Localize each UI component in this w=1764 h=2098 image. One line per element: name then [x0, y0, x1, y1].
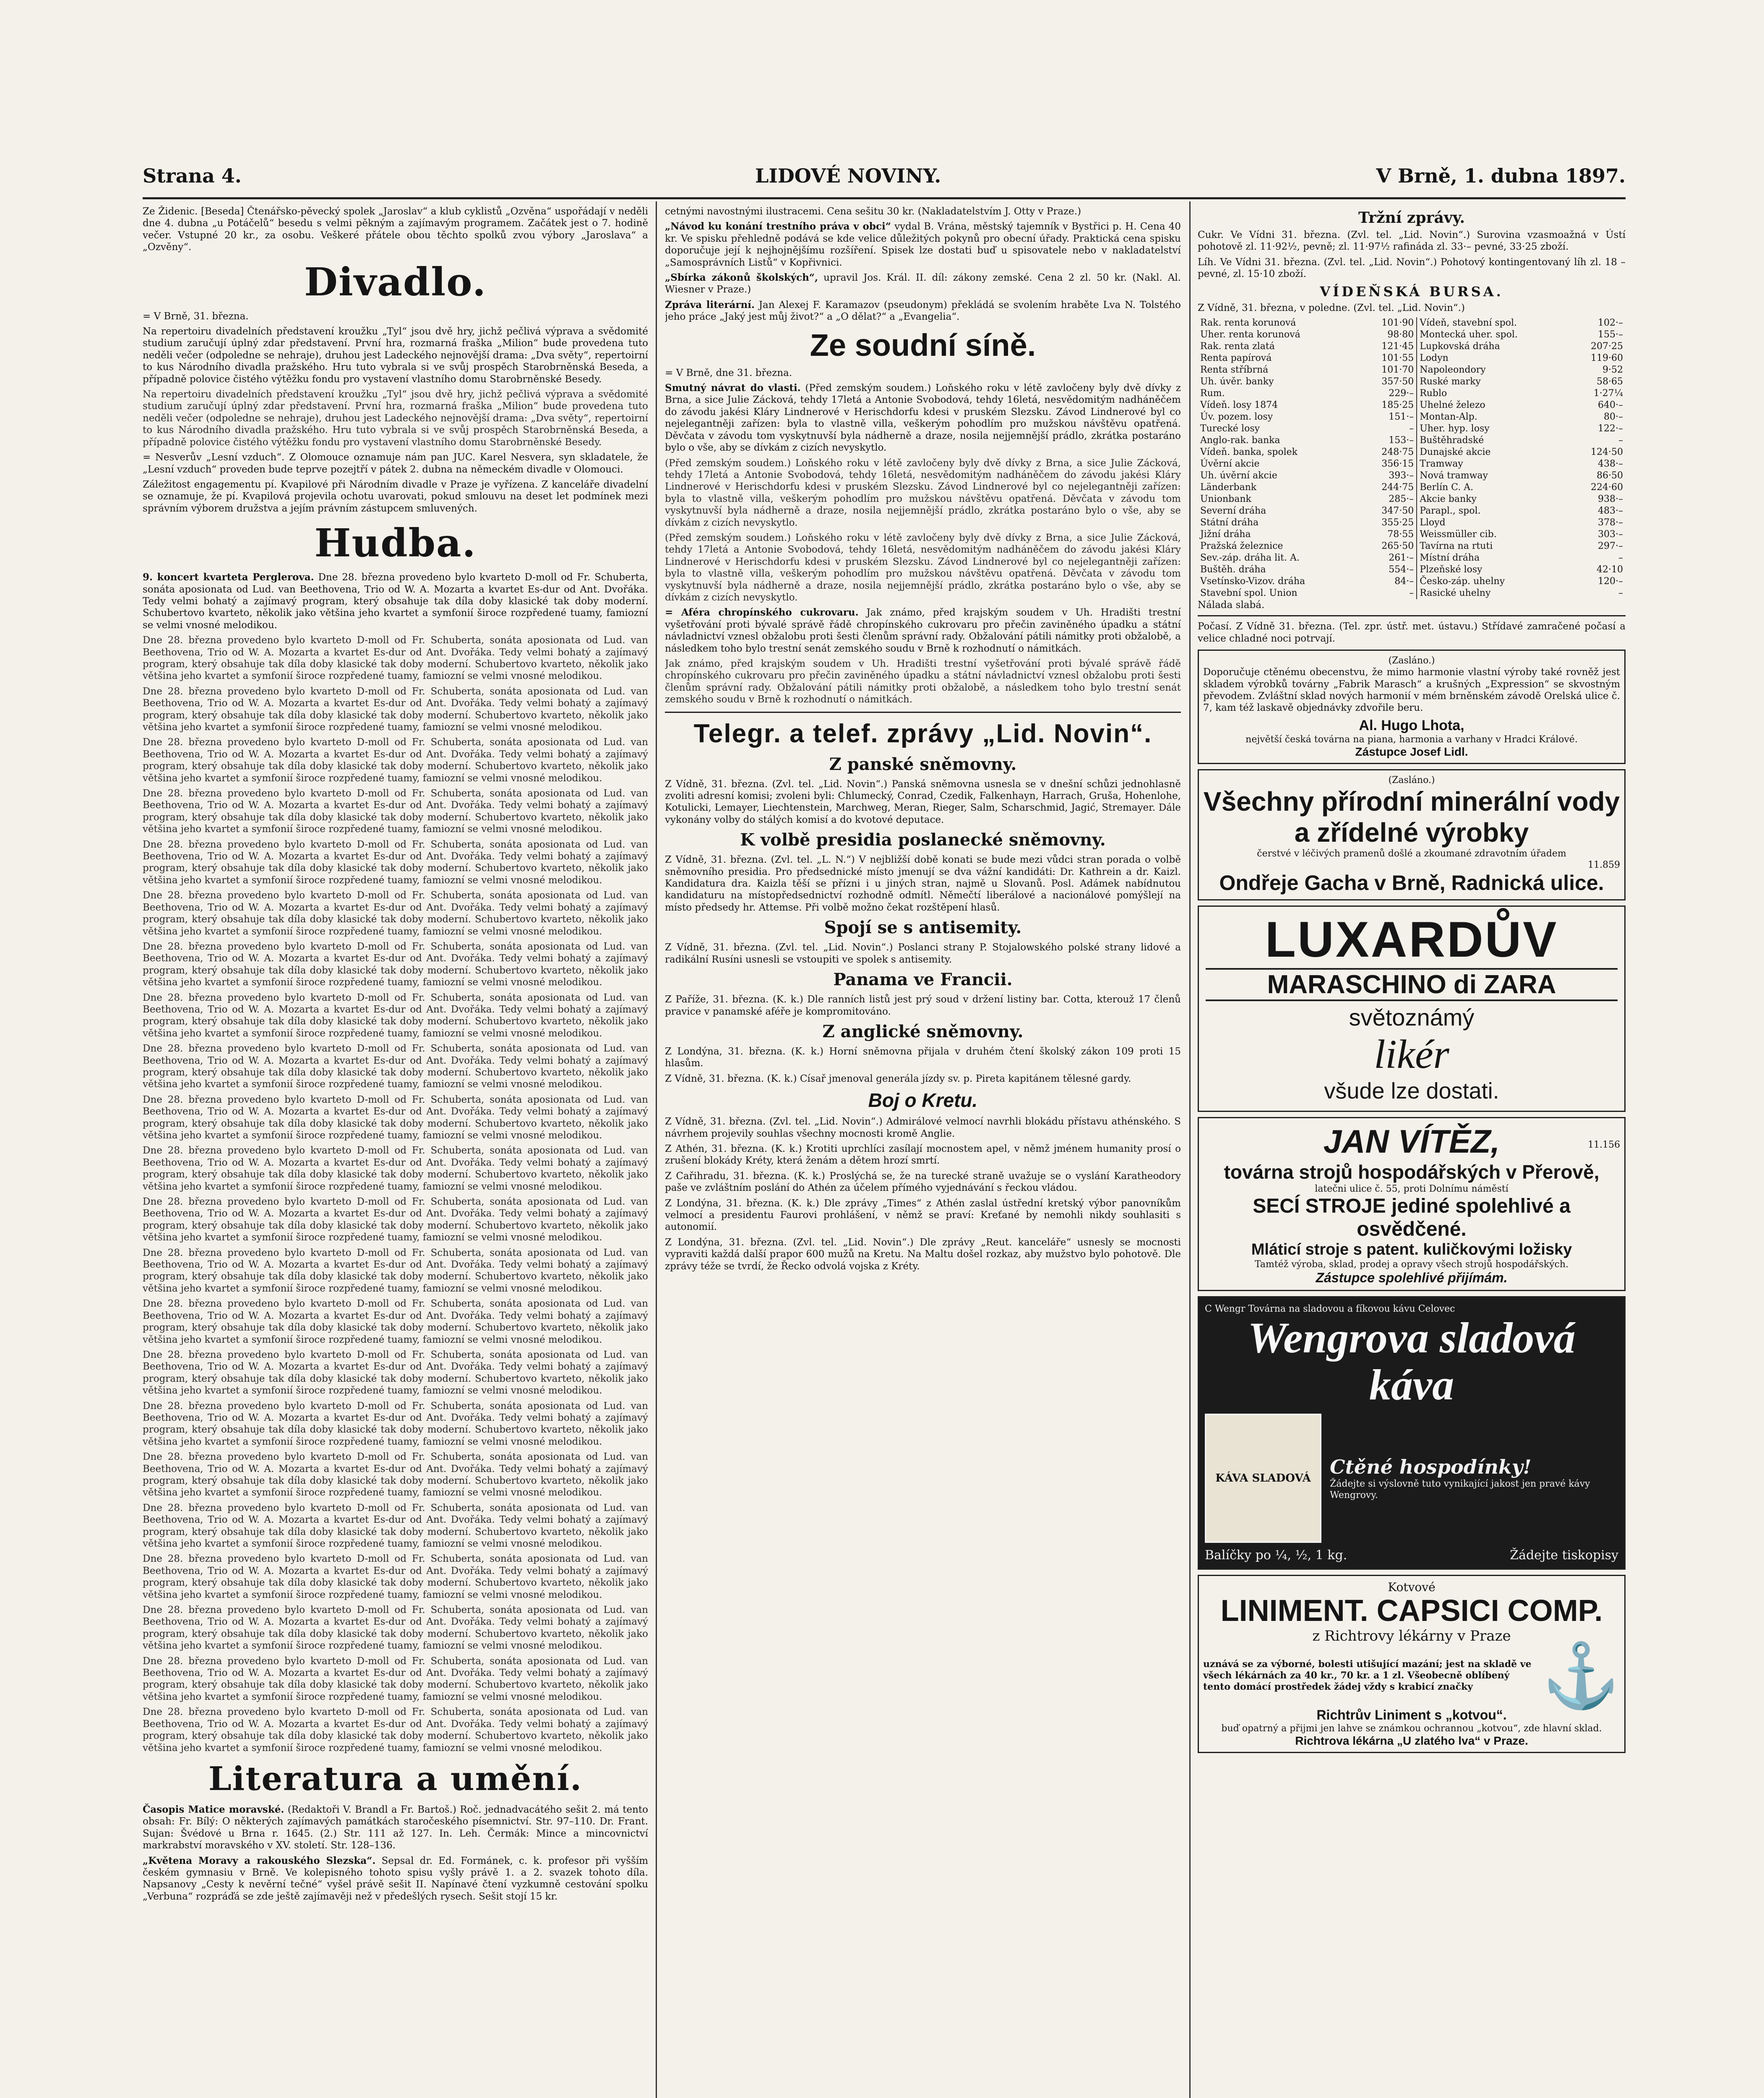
bourse-price: 303·–: [1598, 529, 1623, 540]
bourse-row: [1198, 446, 1626, 458]
advertisement-jan-vitez: [1198, 1117, 1626, 1291]
ad-text: uznává se za výborné, bolesti utišující mazání; jest na skladě ve všech lékárnách za 40 kr., 70 kr. a 1 zl. Všeobecně oblíbený tento domácí prostředek žádej vždy s krabicí značky: [1203, 1659, 1532, 1693]
ad-line: Tamtéž výroba, sklad, prodej a opravy všech strojů hospodářských.: [1254, 1259, 1569, 1270]
bourse-price: 297·–: [1598, 541, 1623, 552]
bourse-price: –: [1618, 553, 1623, 564]
article-paragraph: Dne 28. března provedeno bylo kvarteto D-moll od Fr. Schuberta, sonáta aposionata od Lud. van Beethovena, Trio od W. A. Mozarta a kvartet Es-dur od Ant. Dvořáka. Tedy velmi bohatý a zajímavý program, který obsahuje tak díla doby klasické tak doby moderní. Schubertovo kvarteto, několik jako většina jeho kvartet a symfonií široce rozpředené tuamy, famiozní se velmi vnosné melodikou.: [143, 1605, 648, 1652]
bourse-security: Státní dráha: [1200, 517, 1259, 528]
ad-line: SECÍ STROJE jediné spolehlivé a osvědčené.: [1253, 1195, 1571, 1240]
advertisement-wengrova: [1198, 1296, 1626, 1570]
bourse-price: 121·45: [1381, 341, 1414, 352]
article-lead: „Květena Moravy a rakouského Slezska“.: [143, 1855, 376, 1866]
bourse-price: 86·50: [1597, 470, 1623, 481]
article-paragraph: = Nesverův „Lesní vzduch“. Z Olomouce oznamuje nám pan JUC. Karel Nesvera, syn skladatele, že „Lesní vzduch“ proveden bude teprve pozejtří v pátek 2. dubna na německém divadle v Olomouci.: [143, 452, 648, 475]
bourse-security: Stavební spol. Union: [1200, 588, 1298, 599]
ad-brand: Richtrův Liniment s „kotvou“.: [1316, 1707, 1507, 1722]
bourse-price: 244·75: [1381, 482, 1414, 493]
bourse-row: [1198, 505, 1626, 517]
bourse-security: Buštěhradské: [1417, 435, 1570, 446]
article-text: Sepsal dr. Ed. Formánek, c. k. profesor při vyšším českém gymnasiu v Brně. Ve kolepisného tohoto spisu vyšly právě 1. a 2. svazek tohoto díla. Napsanovy „Cesty k nevěrní tečné“ vyšel právě sešit II. Napínavé čtení vyzkumně cestování spolku „Verbuna“ rozpráďá se zde ještě zajímavěji než v předešlých rysech. Sešit stojí 15 kr.: [143, 1855, 648, 1902]
section-rule: [665, 712, 1181, 713]
section-title-divadlo: Divadlo.: [304, 259, 487, 305]
bourse-price: 101·70: [1381, 365, 1414, 376]
bourse-row: [1198, 587, 1626, 599]
bourse-price: 265·50: [1381, 541, 1414, 552]
bourse-price: 58·65: [1597, 376, 1623, 387]
bourse-price: 229·–: [1389, 388, 1414, 399]
ad-note: buď opatrný a přijmi jen lahve se známkou ochrannou „kotvou“, zde hlavní sklad.: [1221, 1723, 1602, 1734]
ad-desc: největší česká továrna na piana, harmonia a varhany v Hradci Králové.: [1245, 734, 1578, 745]
article-text: vydal B. Vrána, městský tajemník v Bystřici p. H. Cena 40 kr. Ve spisku přehledně podává se kde velice důležitých pokynů pro obecní úřady. Praktická cena spisku doporučuje její k nejhojnějšímu rozšíření. Spisek lze dostati buď u spisovatele nebo v nakladatelství „Samosprávních Listů“ v Kopřivnici.: [665, 221, 1181, 268]
bourse-price: 224·60: [1591, 482, 1623, 493]
article-paragraph: Z Vídně, 31. března. (K. k.) Císař jmenoval generála jízdy sv. p. Pireta kapitánem tělesné gardy.: [665, 1073, 1131, 1084]
ad-text: Doporučuje ctěnému obecenstvu, že mimo harmonie vlastní výroby také rovněž jest skladem výrobků továrny „Fabrik Marasch“ a krušných „Expression“ se skvostným převodem. Zvláštní sklad nových harmonií v mém brněnském závodě Orelská ulice č. 7, kam též laskavě objednávky zdvořile beru.: [1203, 667, 1620, 714]
bourse-row: [1198, 317, 1626, 329]
advertisement-luxardo: [1198, 905, 1626, 1112]
article-paragraph: Dne 28. března provedeno bylo kvarteto D-moll od Fr. Schuberta, sonáta aposionata od Lud. van Beethovena, Trio od W. A. Mozarta a kvartet Es-dur od Ant. Dvořáka. Tedy velmi bohatý a zajímavý program, který obsahuje tak díla doby klasické tak doby moderní. Schubertovo kvarteto, několik jako většina jeho kvartet a symfonií široce rozpředené tuamy, famiozní se velmi vnosné melodikou.: [143, 1145, 648, 1192]
section-title-soudni-sin: Ze soudní síně.: [810, 327, 1036, 363]
section-title-telegr: Telegr. a telef. zprávy „Lid. Novin“.: [693, 719, 1152, 748]
bourse-security: Úvěrní akcie: [1200, 459, 1260, 470]
bourse-security: Buštěh. dráha: [1200, 564, 1266, 575]
article-paragraph: Záležitost engagementu pí. Kvapilové při Národním divadle v Praze je vyřízena. Z kanceláře divadelní se oznamuje, že pí. Kvapilová projevila ochotu uvarovati, pokud smlouvu na deset let podmínek mezi správním výborem družstva a jejím právním zástupcem smluvených.: [143, 479, 648, 514]
ad-line: Žádejte tiskopisy: [1510, 1547, 1618, 1563]
bourse-row: [1198, 435, 1626, 446]
bourse-row: [1198, 341, 1626, 352]
subhead: Z panské sněmovny.: [829, 754, 1017, 774]
article-text: upravil Jos. Král. II. díl: zákony zemské. Cena 2 zl. 50 kr. (Nakl. Al. Wiesner v Praze.): [665, 272, 1181, 295]
article-paragraph: Dne 28. března provedeno bylo kvarteto D-moll od Fr. Schuberta, sonáta aposionata od Lud. van Beethovena, Trio od W. A. Mozarta a kvartet Es-dur od Ant. Dvořáka. Tedy velmi bohatý a zajímavý program, který obsahuje tak díla doby klasické tak doby moderní. Schubertovo kvarteto, několik jako většina jeho kvartet a symfonií široce rozpředené tuamy, famiozní se velmi vnosné melodikou.: [143, 992, 648, 1039]
ad-company: Ondřeje Gacha v Brně, Radnická ulice.: [1219, 871, 1604, 895]
bourse-price: 261·–: [1389, 553, 1414, 564]
bourse-security: Vídeň. banka, spolek: [1200, 447, 1298, 458]
article-paragraph: Dne 28. března provedeno bylo kvarteto D-moll od Fr. Schuberta, sonáta aposionata od Lud. van Beethovena, Trio od W. A. Mozarta a kvartet Es-dur od Ant. Dvořáka. Tedy velmi bohatý a zajímavý program, který obsahuje tak díla doby klasické tak doby moderní. Schubertovo kvarteto, několik jako většina jeho kvartet a symfonií široce rozpředené tuamy, famiozní se velmi vnosné melodikou.: [143, 1043, 648, 1090]
bourse-security: Pražská železnice: [1200, 541, 1283, 552]
advertisement-lhota: [1198, 650, 1626, 764]
bourse-price: 101·90: [1381, 318, 1414, 329]
article-paragraph: Na repertoiru divadelních představení kroužku „Tyl“ jsou dvě hry, jichž pečlivá výprava a svědomité studium zaručují úplný zdar představení. První hra, rozmarná fraška „Milion“ bude provedena tuto neděli večer (odpoledne se nehraje), druhou jest Ladeckého nejnovější drama: „Dva světy“, repertoirní to kus Národního divadla pražského. Hru tuto vybrala si ve svůj prospěch Starobrněnská Beseda, a případně polovice čistého výtěžku fondu pro vystavení vlastního domu Starobrněnské Besedy.: [143, 326, 648, 385]
ad-addr: latečni ulice č. 55, proti Dolnímu náměstí: [1315, 1183, 1509, 1194]
subhead: Z anglické sněmovny.: [822, 1021, 1024, 1041]
bourse-security: Renta stříbrná: [1200, 365, 1269, 376]
bourse-security: Parapl., spol.: [1417, 505, 1570, 517]
bourse-price: 483·–: [1598, 506, 1623, 517]
bourse-row: [1198, 388, 1626, 399]
bourse-security: Nová tramway: [1417, 470, 1570, 482]
article-lead: Zpráva literární.: [665, 299, 755, 311]
ad-line: Žádejte si výslovně tuto vynikající jakost jen pravé kávy Wengrovy.: [1330, 1478, 1590, 1500]
bourse-row: [1198, 458, 1626, 470]
article-paragraph: Dne 28. března provedeno bylo kvarteto D-moll od Fr. Schuberta, sonáta aposionata od Lud. van Beethovena, Trio od W. A. Mozarta a kvartet Es-dur od Ant. Dvořáka. Tedy velmi bohatý a zajímavý program, který obsahuje tak díla doby klasické tak doby moderní. Schubertovo kvarteto, několik jako většina jeho kvartet a symfonií široce rozpředené tuamy, famiozní se velmi vnosné melodikou.: [143, 1553, 648, 1600]
bourse-row: [1198, 329, 1626, 341]
article-paragraph: Dne 28. března provedeno bylo kvarteto D-moll od Fr. Schuberta, sonáta aposionata od Lud. van Beethovena, Trio od W. A. Mozarta a kvartet Es-dur od Ant. Dvořáka. Tedy velmi bohatý a zajímavý program, který obsahuje tak díla doby klasické tak doby moderní. Schubertovo kvarteto, několik jako většina jeho kvartet a symfonií široce rozpředené tuamy, famiozní se velmi vnosné melodikou.: [143, 1400, 648, 1447]
article-text: Jan Alexej F. Karamazov (pseudonym) překládá se svolením hraběte Lva N. Tolstého jeho práce „Jaký jest můj život?“ a „O dělat?“ a „Evangelia“.: [665, 299, 1181, 323]
bourse-row: [1198, 364, 1626, 376]
bourse-security: Rasické uhelny: [1417, 587, 1570, 599]
article-lead: 9. koncert kvarteta Perglerova.: [143, 571, 314, 583]
market-spirit: Líh. Ve Vídni 31. března. (Zvl. tel. „Lid. Novin“.) Pohotový kontingentovaný líh zl. 18 – pevné, zl. 15·10 zboží.: [1198, 256, 1626, 280]
article-paragraph: Dne 28. března provedeno bylo kvarteto D-moll od Fr. Schuberta, sonáta aposionata od Lud. van Beethovena, Trio od W. A. Mozarta a kvartet Es-dur od Ant. Dvořáka. Tedy velmi bohatý a zajímavý program, který obsahuje tak díla doby klasické tak doby moderní. Schubertovo kvarteto, několik jako většina jeho kvartet a symfonií široce rozpředené tuamy, famiozní se velmi vnosné melodikou.: [143, 839, 648, 886]
bourse-price: 285·–: [1389, 494, 1414, 505]
bourse-price: 356·15: [1381, 459, 1414, 470]
bourse-price: 78·55: [1387, 529, 1414, 540]
bourse-security: Uher. renta korunová: [1200, 329, 1300, 340]
zidenice-notice: Ze Židenic. [Beseda] Čtenářsko-pěvecký spolek „Jaroslav“ a klub cyklistů „Ozvěna“ uspořádají v neděli dne 4. dubna „u Potáčelů“ besedu s velmi pěkným a zajímavým programem. Začátek jest o 7. hodině večer. Vstupné 20 kr., za osobu. Veškeré přátele obou těchto spolků zvou výbory „Jaroslava“ a „Ozvěny“.: [143, 206, 648, 253]
bourse-security: Vídeň. losy 1874: [1200, 400, 1278, 411]
ad-title: LUXARDŮV: [1265, 911, 1558, 968]
article-paragraph: Z Londýna, 31. března. (K. k.) Horní sněmovna přijala v druhém čtení školský zákon 109 proti 15 hlasům.: [665, 1046, 1181, 1069]
market-sugar: Cukr. Ve Vídni 31. března. (Zvl. tel. „Lid. Novin“.) Surovina vzasmoažná v Ústí pohotově zl. 11·92½, pevně; zl. 11·97½ rafináda zl. 33·– pevné, 33·25 zboží.: [1198, 230, 1626, 253]
ad-label: (Zasláno.): [1388, 775, 1435, 785]
bourse-price: 80·–: [1604, 412, 1623, 423]
section-title-hudba: Hudba.: [314, 520, 477, 566]
article-paragraph: (Před zemským soudem.) Loňského roku v létě zavločeny byly dvě dívky z Brna, a sice Julie Zácková, tehdy 17letá a Antonie Svobodová, tehdy 16letá, nesvědomitým nadháněčem do závodu jakési Kláry Lindnerové v Herischdorfu kdesi v pruském Slezsku. Závod Lindnerové byl co nejelegantněji zařízen: byla to vlastně villa, veškerým pohodlím pro mužskou návštěvu opatřená. Děvčata v závodu tom vyskytnuvší byla nádherně a draze, nosila nejjemnější prádlo, zkrátka postaráno bylo o vše, aby se dívkám z cizích nevyskytlo.: [665, 532, 1181, 603]
section-title-literatura: Literatura a umění.: [208, 1759, 583, 1798]
article-text: Jak známo, před krajským soudem v Uh. Hradišti trestní vyšetřování proti bývalé správě řádě chropínského cukrovaru pro přečin zaviněného úpadku a státní návladnictví vznesl obžalobu proti šesti členům správní rady. Obžalování pátili námitky proti obžalobě, a následkem toho bylo trestní senát zemského soudu v Brně k rozhodnutí o námitkách.: [665, 607, 1181, 654]
bourse-security: Uhelné železo: [1417, 399, 1570, 411]
bourse-price: 101·55: [1381, 353, 1414, 364]
article-paragraph: Jak známo, před krajským soudem v Uh. Hradišti trestní vyšetřování proti bývalé správě řádě chropínského cukrovaru pro přečin zaviněného úpadku a státní návladnictví vznesl obžalobu proti šesti členům správní rady. Obžalování pátili námitky proti obžalobě, a následkem toho bylo trestní senát zemského soudu v Brně k rozhodnutí o námitkách.: [665, 658, 1181, 705]
dateline: = V Brně, 31. března.: [143, 311, 249, 322]
article-paragraph: Dne 28. března provedeno bylo kvarteto D-moll od Fr. Schuberta, sonáta aposionata od Lud. van Beethovena, Trio od W. A. Mozarta a kvartet Es-dur od Ant. Dvořáka. Tedy velmi bohatý a zajímavý program, který obsahuje tak díla doby klasické tak doby moderní. Schubertovo kvarteto, několik jako většina jeho kvartet a symfonií široce rozpředené tuamy, famiozní se velmi vnosné melodikou.: [143, 686, 648, 733]
article-paragraph: Z Vídně, 31. března. (Zvl. tel. „Lid. Novin“.) Admirálové velmocí navrhli blokádu přístavu athénského. S návrhem projevily souhlas všechny mocnosti kromě Anglie.: [665, 1116, 1181, 1139]
bourse-security: Tavírna na rtuti: [1417, 540, 1570, 552]
bourse-security: Sev.-záp. dráha lit. A.: [1200, 553, 1300, 564]
article-paragraph: Dne 28. března provedeno bylo kvarteto D-moll od Fr. Schuberta, sonáta aposionata od Lud. van Beethovena, Trio od W. A. Mozarta a kvartet Es-dur od Ant. Dvořáka. Tedy velmi bohatý a zajímavý program, který obsahuje tak díla doby klasické tak doby moderní. Schubertovo kvarteto, několik jako většina jeho kvartet a symfonií široce rozpředené tuamy, famiozní se velmi vnosné melodikou.: [143, 941, 648, 988]
bourse-security: Česko-záp. uhelny: [1417, 576, 1570, 587]
ad-line: Balíčky po ¼, ½, 1 kg.: [1205, 1547, 1347, 1563]
header-rule: [143, 197, 1626, 199]
ad-line: Zástupce spolehlivé přijímám.: [1316, 1270, 1508, 1285]
ad-label: Kotvové: [1388, 1580, 1436, 1594]
article-lead: „Návod ku konání trestního práva v obci“: [665, 221, 891, 232]
bourse-row: [1198, 564, 1626, 576]
bourse-security: Lloyd: [1417, 517, 1570, 529]
bourse-security: Lupkovská dráha: [1417, 341, 1570, 352]
bourse-subtitle: Z Vídně, 31. března, v poledne. (Zvl. tel. „Lid. Novin“.): [1198, 302, 1465, 313]
bourse-note: Nálada slabá.: [1198, 600, 1265, 611]
ad-title: Všechny přírodní minerální vody a zřídelné výrobky: [1203, 786, 1620, 848]
article-paragraph: Dne 28. března provedeno bylo kvarteto D-moll od Fr. Schuberta, sonáta aposionata od Lud. van Beethovena, Trio od W. A. Mozarta a kvartet Es-dur od Ant. Dvořáka. Tedy velmi bohatý a zajímavý program, který obsahuje tak díla doby klasické tak doby moderní. Schubertovo kvarteto, několik jako většina jeho kvartet a symfonií široce rozpředené tuamy, famiozní se velmi vnosné melodikou.: [143, 890, 648, 937]
bourse-security: Weissmüller cib.: [1417, 529, 1570, 540]
bourse-row: [1198, 493, 1626, 505]
bourse-row: [1198, 399, 1626, 411]
article-paragraph: Dne 28. března provedeno bylo kvarteto D-moll od Fr. Schuberta, sonáta aposionata od Lud. van Beethovena, Trio od W. A. Mozarta a kvartet Es-dur od Ant. Dvořáka. Tedy velmi bohatý a zajímavý program, který obsahuje tak díla doby klasické tak doby moderní. Schubertovo kvarteto, několik jako většina jeho kvartet a symfonií široce rozpředené tuamy, famiozní se velmi vnosné melodikou.: [143, 737, 648, 784]
bourse-security: Montecká uher. spol.: [1417, 329, 1570, 341]
article-paragraph: Dne 28. března provedeno bylo kvarteto D-moll od Fr. Schuberta, sonáta aposionata od Lud. van Beethovena, Trio od W. A. Mozarta a kvartet Es-dur od Ant. Dvořáka. Tedy velmi bohatý a zajímavý program, který obsahuje tak díla doby klasické tak doby moderní. Schubertovo kvarteto, několik jako většina jeho kvartet a symfonií široce rozpředené tuamy, famiozní se velmi vnosné melodikou.: [143, 1502, 648, 1549]
subhead: K volbě presidia poslanecké sněmovny.: [740, 830, 1106, 850]
bourse-security: Uher. hyp. losy: [1417, 423, 1570, 435]
ad-title: LINIMENT. CAPSICI COMP.: [1220, 1594, 1603, 1628]
bourse-security: Akcie banky: [1417, 493, 1570, 505]
article-paragraph: Z Vídně, 31. března. (Zvl. tel. „L. N.“) V nejbližší době konati se bude mezi vůdci stran porada o volbě sněmovního presidia. Pro předsednické místo jmenují se dva vážní kandidáti: Dr. Kathrein a dr. Kaizl. Kandidatura dra. Kaizla těší se přízni i u jiných stran, najmě u Slovanů. Posl. Adámek nabídnutou kandidaturu na místopředsednictví rozhodně odmítl. Němečtí liberálové a nacionálové pomýšlejí na místo předsedy hr. Attemse. Při volbě možno čekat rozštěpení hlasů.: [665, 854, 1181, 913]
article-paragraph: Dne 28. března provedeno bylo kvarteto D-moll od Fr. Schuberta, sonáta aposionata od Lud. van Beethovena, Trio od W. A. Mozarta a kvartet Es-dur od Ant. Dvořáka. Tedy velmi bohatý a zajímavý program, který obsahuje tak díla doby klasické tak doby moderní. Schubertovo kvarteto, několik jako většina jeho kvartet a symfonií široce rozpředené tuamy, famiozní se velmi vnosné melodikou.: [143, 788, 648, 835]
bourse-price: –: [1618, 435, 1623, 446]
bourse-title: VÍDEŇSKÁ BURSA.: [1320, 283, 1503, 300]
bourse-security: Uh. úvěr. banky: [1200, 376, 1274, 387]
bourse-row: [1198, 517, 1626, 529]
bourse-price: 355·25: [1381, 517, 1414, 528]
article-paragraph: Z Athén, 31. března. (K. k.) Krotiti uprchlíci zasílají mocnostem apel, v němž jménem humanity prosí o zrušení blokády Kréty, která ženám a dětem hrozí smrtí.: [665, 1143, 1181, 1166]
bourse-price: 248·75: [1381, 447, 1414, 458]
article-paragraph: Dne 28. března provedeno bylo kvarteto D-moll od Fr. Schuberta, sonáta aposionata od Lud. van Beethovena, Trio od W. A. Mozarta a kvartet Es-dur od Ant. Dvořáka. Tedy velmi bohatý a zajímavý program, který obsahuje tak díla doby klasické tak doby moderní. Schubertovo kvarteto, několik jako většina jeho kvartet a symfonií široce rozpředené tuamy, famiozní se velmi vnosné melodikou.: [143, 1247, 648, 1294]
article-paragraph: Z Londýna, 31. března. (K. k.) Dle zprávy „Times“ z Athén zaslal ústřední kretský výbor panovníkům velmocí a presidentu Faurovi prohlášení, v němž se praví: Kreťané by nemohli nikdy souhlasiti s autonomií.: [665, 1198, 1181, 1233]
article-paragraph: Dne 28. března provedeno bylo kvarteto D-moll od Fr. Schuberta, sonáta aposionata od Lud. van Beethovena, Trio od W. A. Mozarta a kvartet Es-dur od Ant. Dvořáka. Tedy velmi bohatý a zajímavý program, který obsahuje tak díla doby klasické tak doby moderní. Schubertovo kvarteto, několik jako většina jeho kvartet a symfonií široce rozpředené tuamy, famiozní se velmi vnosné melodikou.: [143, 1451, 648, 1498]
ad-line: Ctěné hospodínky!: [1330, 1455, 1532, 1478]
ad-title: JAN VÍTĚZ,: [1323, 1122, 1500, 1160]
bourse-price: 42·10: [1597, 564, 1623, 575]
ad-name: Al. Hugo Lhota,: [1359, 717, 1464, 733]
bourse-price: 155·–: [1598, 329, 1623, 340]
article-paragraph: (Před zemským soudem.) Loňského roku v létě zavločeny byly dvě dívky z Brna, a sice Julie Zácková, tehdy 17letá a Antonie Svobodová, tehdy 16letá, nesvědomitým nadháněčem do závodu jakési Kláry Lindnerové v Herischdorfu kdesi v pruském Slezsku. Závod Lindnerové byl co nejelegantněji zařízen: byla to vlastně villa, veškerým pohodlím pro mužskou návštěvu opatřená. Děvčata v závodu tom vyskytnuvší byla nádherně a draze, nosila nejjemnější prádlo, zkrátka postaráno bylo o vše, aby se dívkám z cizích nevyskytlo.: [665, 457, 1181, 528]
bourse-row: [1198, 376, 1626, 388]
article-paragraph: Dne 28. března provedeno bylo kvarteto D-moll od Fr. Schuberta, sonáta aposionata od Lud. van Beethovena, Trio od W. A. Mozarta a kvartet Es-dur od Ant. Dvořáka. Tedy velmi bohatý a zajímavý program, který obsahuje tak díla doby klasické tak doby moderní. Schubertovo kvarteto, několik jako většina jeho kvartet a symfonií široce rozpředené tuamy, famiozní se velmi vnosné melodikou.: [143, 1094, 648, 1141]
bourse-security: Rak. renta zlatá: [1200, 341, 1275, 352]
bourse-security: Jižní dráha: [1200, 529, 1251, 540]
bourse-security: Vsetínsko-Vizov. dráha: [1200, 576, 1305, 587]
bourse-row: [1198, 540, 1626, 552]
bourse-price: 438·–: [1598, 459, 1623, 470]
ad-number: 11.859: [1588, 859, 1620, 870]
article-lead: „Sbírka zákonů školských“,: [665, 272, 818, 284]
ad-line: Mláticí stroje s patent. kuličkovými ložisky: [1251, 1240, 1572, 1258]
article-paragraph: cetnými navostnými ilustracemi. Cena sešitu 30 kr. (Nakladatelstvím J. Otty v Praze.): [665, 206, 1081, 217]
bourse-price: 98·80: [1387, 329, 1414, 340]
bourse-price: 185·25: [1381, 400, 1414, 411]
bourse-row: [1198, 470, 1626, 482]
bourse-row: [1198, 576, 1626, 587]
bourse-row: [1198, 482, 1626, 493]
ad-sub: továrna strojů hospodářských v Přerově,: [1224, 1161, 1600, 1183]
article-paragraph: Dne 28. března provedeno bylo kvarteto D-moll od Fr. Schuberta, sonáta aposionata od Lud. van Beethovena, Trio od W. A. Mozarta a kvartet Es-dur od Ant. Dvořáka. Tedy velmi bohatý a zajímavý program, který obsahuje tak díla doby klasické tak doby moderní. Schubertovo kvarteto, několik jako většina jeho kvartet a symfonií široce rozpředené tuamy, famiozní se velmi vnosné melodikou.: [143, 1298, 648, 1345]
bourse-price: 119·60: [1591, 353, 1623, 364]
bourse-price: –: [1618, 588, 1623, 599]
dateline: = V Brně, dne 31. března.: [665, 367, 792, 378]
ad-line: všude lze dostati.: [1324, 1078, 1499, 1104]
bourse-price: 153·–: [1389, 435, 1414, 446]
article-paragraph: Z Cařihradu, 31. března. (K. k.) Proslýchá se, že na turecké straně uvažuje se o vyslání Karatheodory paše ve zvláštním poslání do Athén za účelem přímého vyjednávání s řeckou vládou.: [665, 1170, 1181, 1194]
bourse-row: [1198, 552, 1626, 564]
ad-foot: Richtrova lékárna „U zlatého lva“ v Praze.: [1295, 1734, 1528, 1747]
article-paragraph: Z Vídně, 31. března. (Zvl. tel. „Lid. Novin“.) Poslanci strany P. Stojalowského polské strany lidové a radikální Rusíni usnesli se vstoupiti ve spolek s antisemity.: [665, 942, 1181, 965]
ad-sub: MARASCHINO di ZARA: [1206, 968, 1618, 1001]
bourse-security: Ruské marky: [1417, 376, 1570, 388]
article-text: (Před zemským soudem.) Loňského roku v létě zavločeny byly dvě dívky z Brna, a sice Julie Zácková, tehdy 17letá a Antonie Svobodová, tehdy 16letá, nesvědomitým nadháněčem do závodu jakési Kláry Lindnerové v Herischdorfu kdesi v pruském Slezsku. Závod Lindnerové byl co nejelegantněji zařízen: byla to vlastně villa, veškerým pohodlím pro mužskou návštěvu opatřená. Děvčata v závodu tom vyskytnuvší byla nádherně a draze, nosila nejjemnější prádlo, zkrátka postaráno bylo o vše, aby se dívkám z cizích nevyskytlo.: [665, 383, 1181, 454]
bourse-security: Rublo: [1417, 388, 1570, 399]
bourse-security: Uh. úvěrní akcie: [1200, 470, 1277, 481]
column-divider: [656, 201, 657, 2098]
bourse-row: [1198, 352, 1626, 364]
column-2: [665, 206, 1181, 2098]
bourse-security: Severní dráha: [1200, 506, 1266, 517]
ad-rep: Zástupce Josef Lidl.: [1355, 745, 1468, 758]
subhead: Boj o Kretu.: [868, 1089, 978, 1112]
bourse-security: Renta papírová: [1200, 353, 1272, 364]
ad-number: 11.156: [1588, 1139, 1620, 1150]
masthead-title: LIDOVÉ NOVINY.: [755, 164, 941, 187]
bourse-price: 9·52: [1602, 365, 1623, 376]
bourse-security: Lodyn: [1417, 352, 1570, 364]
article-text: (Redaktoři V. Brandl a Fr. Bartoš.) Roč. jednadvacátého sešit 2. má tento obsah: Fr. Bílý: O některých zajímavých památkách staročeského písemnictví. Str. 97–110. Dr. Frant. Sujan: Švédové u Brna r. 1645. (2.) Str. 111 až 127. In. Leh. Čermák: Mince a mincovnictví markrabství moravského v XV. století. Str. 128–136.: [143, 1804, 648, 1851]
market-title: Tržní zprávy.: [1358, 209, 1465, 227]
bourse-price: 554·–: [1389, 564, 1414, 575]
ad-sub: čerstvé v léčivých pramenů došlé a zkoumané zdravotním úřadem: [1257, 848, 1566, 859]
bourse-security: Úv. pozem. losy: [1200, 412, 1273, 423]
bourse-security: Länderbank: [1200, 482, 1257, 493]
bourse-price: 124·50: [1591, 447, 1623, 458]
ad-label: (Zasláno.): [1388, 655, 1435, 666]
bourse-price: 151·–: [1389, 412, 1414, 423]
issue-date: V Brně, 1. dubna 1897.: [1376, 164, 1626, 187]
subhead: Panama ve Francii.: [833, 970, 1013, 990]
bourse-price: 1·27¼: [1593, 388, 1623, 399]
bourse-security: Berlín C. A.: [1417, 482, 1570, 493]
section-rule: [1198, 615, 1626, 616]
page-header: [143, 164, 1626, 194]
bourse-price: –: [1409, 588, 1414, 599]
article-paragraph: Dne 28. března provedeno bylo kvarteto D-moll od Fr. Schuberta, sonáta aposionata od Lud. van Beethovena, Trio od W. A. Mozarta a kvartet Es-dur od Ant. Dvořáka. Tedy velmi bohatý a zajímavý program, který obsahuje tak díla doby klasické tak doby moderní. Schubertovo kvarteto, několik jako většina jeho kvartet a symfonií široce rozpředené tuamy, famiozní se velmi vnosné melodikou.: [143, 1349, 648, 1396]
advertisement-mineral-water: [1198, 769, 1626, 900]
bourse-security: Turecké losy: [1200, 423, 1260, 434]
bourse-security: Montan-Alp.: [1417, 411, 1570, 423]
bourse-price: –: [1409, 423, 1414, 434]
article-paragraph: Dne 28. března provedeno bylo kvarteto D-moll od Fr. Schuberta, sonáta aposionata od Lud. van Beethovena, Trio od W. A. Mozarta a kvartet Es-dur od Ant. Dvořáka. Tedy velmi bohatý a zajímavý program, který obsahuje tak díla doby klasické tak doby moderní. Schubertovo kvarteto, několik jako většina jeho kvartet a symfonií široce rozpředené tuamy, famiozní se velmi vnosné melodikou.: [143, 635, 648, 682]
article-text: Dne 28. března provedeno bylo kvarteto D-moll od Fr. Schuberta, sonáta aposionata od Lud. van Beethovena, Trio od W. A. Mozarta a kvartet Es-dur od Ant. Dvořáka. Tedy velmi bohatý a zajímavý program, který obsahuje tak díla doby klasické tak doby moderní. Schubertovo kvarteto, několik jako většina jeho kvartet a symfonií široce rozpředené tuamy, famiozní se velmi vnosné melodikou.: [143, 572, 648, 631]
bourse-price: 347·50: [1381, 506, 1414, 517]
bourse-price: 122·–: [1598, 423, 1623, 434]
bourse-price: 938·–: [1598, 494, 1623, 505]
bourse-price: 120·–: [1598, 576, 1623, 587]
bourse-price: 378·–: [1598, 517, 1623, 528]
article-paragraph: Dne 28. března provedeno bylo kvarteto D-moll od Fr. Schuberta, sonáta aposionata od Lud. van Beethovena, Trio od W. A. Mozarta a kvartet Es-dur od Ant. Dvořáka. Tedy velmi bohatý a zajímavý program, který obsahuje tak díla doby klasické tak doby moderní. Schubertovo kvarteto, několik jako většina jeho kvartet a symfonií široce rozpředené tuamy, famiozní se velmi vnosné melodikou.: [143, 1196, 648, 1243]
bourse-row: [1198, 411, 1626, 423]
weather-report: Počasí. Z Vídně 31. března. (Tel. zpr. ústř. met. ústavu.) Střídavé zamračené počasí a velice chladné noci potrvají.: [1198, 621, 1626, 644]
anchor-icon: ⚓: [1542, 1639, 1620, 1712]
bourse-price: 393·–: [1389, 470, 1414, 481]
advertisement-liniment: [1198, 1575, 1626, 1753]
article-paragraph: Z Londýna, 31. března. (Zvl. tel. „Lid. Novin“.) Dle zprávy „Reut. kanceláře“ usnesly se mocnosti vypraviti každá další prapor 600 mužů na Kretu. Na Maltu došel rozkaz, aby mužstvo bylo pohotově. Dle zprávy téže se tvrdí, že Řecko odvolá vojska z Kréty.: [665, 1237, 1181, 1272]
bourse-security: Plzeňské losy: [1417, 564, 1570, 576]
ad-liker: likér: [1374, 1031, 1449, 1077]
column-1: [143, 206, 648, 2098]
bourse-price: 207·25: [1591, 341, 1623, 352]
page-number: Strana 4.: [143, 164, 242, 187]
article-paragraph: Dne 28. března provedeno bylo kvarteto D-moll od Fr. Schuberta, sonáta aposionata od Lud. van Beethovena, Trio od W. A. Mozarta a kvartet Es-dur od Ant. Dvořáka. Tedy velmi bohatý a zajímavý program, který obsahuje tak díla doby klasické tak doby moderní. Schubertovo kvarteto, několik jako většina jeho kvartet a symfonií široce rozpředené tuamy, famiozní se velmi vnosné melodikou.: [143, 1655, 648, 1702]
bourse-security: Napoleondory: [1417, 364, 1570, 376]
article-paragraph: Na repertoiru divadelních představení kroužku „Tyl“ jsou dvě hry, jichž pečlivá výprava a svědomité studium zaručují úplný zdar představení. První hra, rozmarná fraška „Milion“ bude provedena tuto neděli večer (odpoledne se nehraje), druhou jest Ladeckého nejnovější drama: „Dva světy“, repertoirní to kus Národního divadla pražského. Hru tuto vybrala si ve svůj prospěch Starobrněnská Beseda, a případně polovice čistého výtěžku fondu pro vystavení vlastního domu Starobrněnské Besedy.: [143, 389, 648, 448]
article-lead: Časopis Matice moravské.: [143, 1803, 284, 1815]
article-paragraph: Z Vídně, 31. března. (Zvl. tel. „Lid. Novin“.) Panská sněmovna usnesla se v dnešní schůzi jednohlasně zvoliti adresní komisi; zvoleni byli: Chlumecký, Conrad, Czedik, Falkenhayn, Harrach, Gruša, Hohenlohe, Kotulicki, Lemayer, Liechtenstein, Marchweg, Meran, Rieger, Salm, Scharschmid, Jagić, Stremayer. Dále vykonány volby do stálých komisí a do kvotové deputace.: [665, 778, 1181, 825]
article-paragraph: Z Paříže, 31. března. (K. k.) Dle ranních listů jest prý soud v držení listiny bar. Cotta, kterouž 17 členů pravice v panamské aféře je kompromitováno.: [665, 994, 1181, 1017]
bourse-price: 102·–: [1598, 318, 1623, 329]
bourse-row: [1198, 423, 1626, 435]
article-lead: = Aféra chropínského cukrovaru.: [665, 607, 859, 618]
bourse-security: Unionbank: [1200, 494, 1251, 505]
bourse-table: [1198, 317, 1626, 599]
ad-sub: z Richtrovy lékárny v Praze: [1312, 1627, 1511, 1644]
column-3: [1198, 206, 1626, 2098]
bourse-row: [1198, 529, 1626, 540]
bourse-security: Anglo-rak. banka: [1200, 435, 1280, 446]
bourse-security: Tramway: [1417, 458, 1570, 470]
bourse-security: Rak. renta korunová: [1200, 318, 1296, 329]
bourse-price: 357·50: [1381, 376, 1414, 387]
column-divider: [1189, 201, 1191, 2098]
subhead: Spojí se s antisemity.: [824, 918, 1022, 938]
bourse-price: 640·–: [1598, 400, 1623, 411]
ad-title: Wengrova sladová káva: [1248, 1313, 1576, 1409]
bourse-security: Rum.: [1200, 388, 1225, 399]
bourse-price: 84·–: [1394, 576, 1414, 587]
ad-top: C Wengr Továrna na sladovou a fíkovou kávu Celovec: [1205, 1303, 1455, 1314]
ad-line: světoznámý: [1349, 1004, 1475, 1031]
bourse-security: Místní dráha: [1417, 552, 1570, 564]
bourse-security: Vídeň, stavební spol.: [1417, 317, 1570, 329]
article-lead: Smutný návrat do vlasti.: [665, 382, 801, 394]
bourse-security: Dunajské akcie: [1417, 446, 1570, 458]
coffee-package-image: KÁVA SLADOVÁ: [1205, 1414, 1321, 1543]
article-paragraph: Dne 28. března provedeno bylo kvarteto D-moll od Fr. Schuberta, sonáta aposionata od Lud. van Beethovena, Trio od W. A. Mozarta a kvartet Es-dur od Ant. Dvořáka. Tedy velmi bohatý a zajímavý program, který obsahuje tak díla doby klasické tak doby moderní. Schubertovo kvarteto, několik jako většina jeho kvartet a symfonií široce rozpředené tuamy, famiozní se velmi vnosné melodikou.: [143, 1707, 648, 1754]
